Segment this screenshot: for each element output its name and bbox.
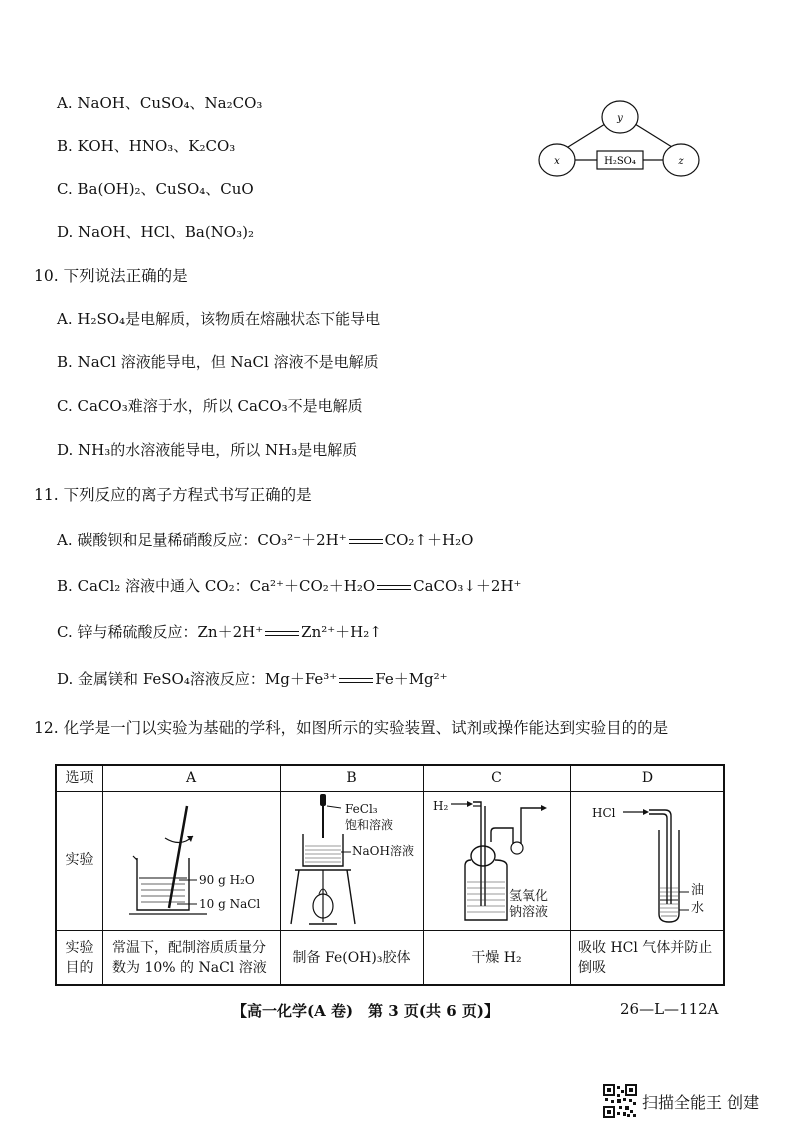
- label-saturated-solution: 饱和溶液: [345, 818, 394, 832]
- node-z-label: z: [678, 156, 684, 167]
- label-oil: 油: [691, 883, 705, 898]
- row-label-purpose-2: 目的: [65, 960, 94, 976]
- yields-sign: [349, 539, 383, 544]
- label-h2-inlet: H₂: [433, 799, 449, 813]
- q10-option-b: B. NaCl 溶液能导电，但 NaCl 溶液不是电解质: [57, 353, 379, 371]
- q11-stem: 11. 下列反应的离子方程式书写正确的是: [34, 486, 312, 504]
- purpose-a-line2: 数为 10% 的 NaCl 溶液: [112, 960, 267, 976]
- q11-option-b: B. CaCl₂ 溶液中通入 CO₂：Ca²⁺＋CO₂＋H₂O CaCO₃↓＋2H⁺: [57, 577, 522, 595]
- q10-option-c: C. CaCO₃难溶于水，所以 CaCO₃不是电解质: [57, 397, 363, 415]
- q10-stem: 10. 下列说法正确的是: [34, 267, 188, 285]
- label-hcl-gas: HCl: [592, 806, 616, 820]
- label-water: 水: [691, 901, 705, 916]
- table-divider: [57, 791, 723, 792]
- header-option: 选项: [65, 770, 94, 786]
- label-naoh-solution: NaOH溶液: [352, 844, 414, 858]
- purpose-d-line2: 倒吸: [578, 960, 606, 976]
- label-water-mass: 90 g H₂O: [199, 873, 255, 887]
- q10-option-a: A. H₂SO₄是电解质，该物质在熔融状态下能导电: [57, 310, 381, 328]
- table-divider: [570, 766, 571, 984]
- q9-option-c: C. Ba(OH)₂、CuSO₄、CuO: [57, 180, 254, 198]
- table-divider: [57, 930, 723, 931]
- q10-option-d: D. NH₃的水溶液能导电，所以 NH₃是电解质: [57, 441, 358, 459]
- node-y-label: y: [617, 113, 623, 124]
- q9-option-a: A. NaOH、CuSO₄、Na₂CO₃: [57, 94, 263, 112]
- header-a: A: [185, 770, 197, 786]
- page-code: 26—L—112A: [620, 1000, 719, 1018]
- yields-sign: [339, 678, 373, 683]
- q9-option-b: B. KOH、HNO₃、K₂CO₃: [57, 137, 236, 155]
- purpose-c: 干燥 H₂: [471, 950, 522, 966]
- node-x-label: x: [554, 156, 560, 167]
- yields-sign: [265, 631, 299, 636]
- header-b: B: [346, 770, 357, 786]
- q11-option-c: C. 锌与稀硫酸反应：Zn＋2H⁺ Zn²⁺＋H₂↑: [57, 623, 382, 641]
- experiment-table: [55, 764, 725, 986]
- label-sodium-hydroxide-2: 钠溶液: [509, 905, 549, 920]
- label-sodium-hydroxide-1: 氢氧化: [509, 889, 549, 904]
- relation-diagram: [535, 96, 705, 188]
- page-footer-title: 【高一化学(A 卷) 第 3 页(共 6 页)】: [232, 1002, 500, 1020]
- row-label-purpose-1: 实验: [65, 940, 94, 956]
- qr-code-icon: [603, 1084, 637, 1118]
- q11-option-a: A. 碳酸钡和足量稀硝酸反应：CO₃²⁻＋2H⁺ CO₂↑＋H₂O: [57, 531, 474, 549]
- q12-stem: 12. 化学是一门以实验为基础的学科，如图所示的实验装置、试剂或操作能达到实验目的的是: [34, 719, 669, 737]
- scanner-watermark: 扫描全能王 创建: [642, 1093, 760, 1112]
- header-c: C: [491, 770, 502, 786]
- purpose-a-line1: 常温下，配制溶质质量分: [112, 940, 266, 956]
- label-salt-mass: 10 g NaCl: [199, 897, 261, 911]
- purpose-b: 制备 Fe(OH)₃胶体: [292, 950, 411, 966]
- purpose-d-line1: 吸收 HCl 气体并防止: [578, 940, 713, 956]
- yields-sign: [377, 585, 411, 590]
- node-center-label: H₂SO₄: [604, 156, 636, 167]
- q11-option-d: D. 金属镁和 FeSO₄溶液反应：Mg＋Fe³⁺ Fe＋Mg²⁺: [57, 670, 448, 688]
- label-fecl3: FeCl₃: [345, 802, 378, 816]
- row-label-experiment: 实验: [65, 852, 94, 868]
- table-divider: [102, 766, 103, 984]
- q9-option-d: D. NaOH、HCl、Ba(NO₃)₂: [57, 223, 254, 241]
- header-d: D: [641, 770, 654, 786]
